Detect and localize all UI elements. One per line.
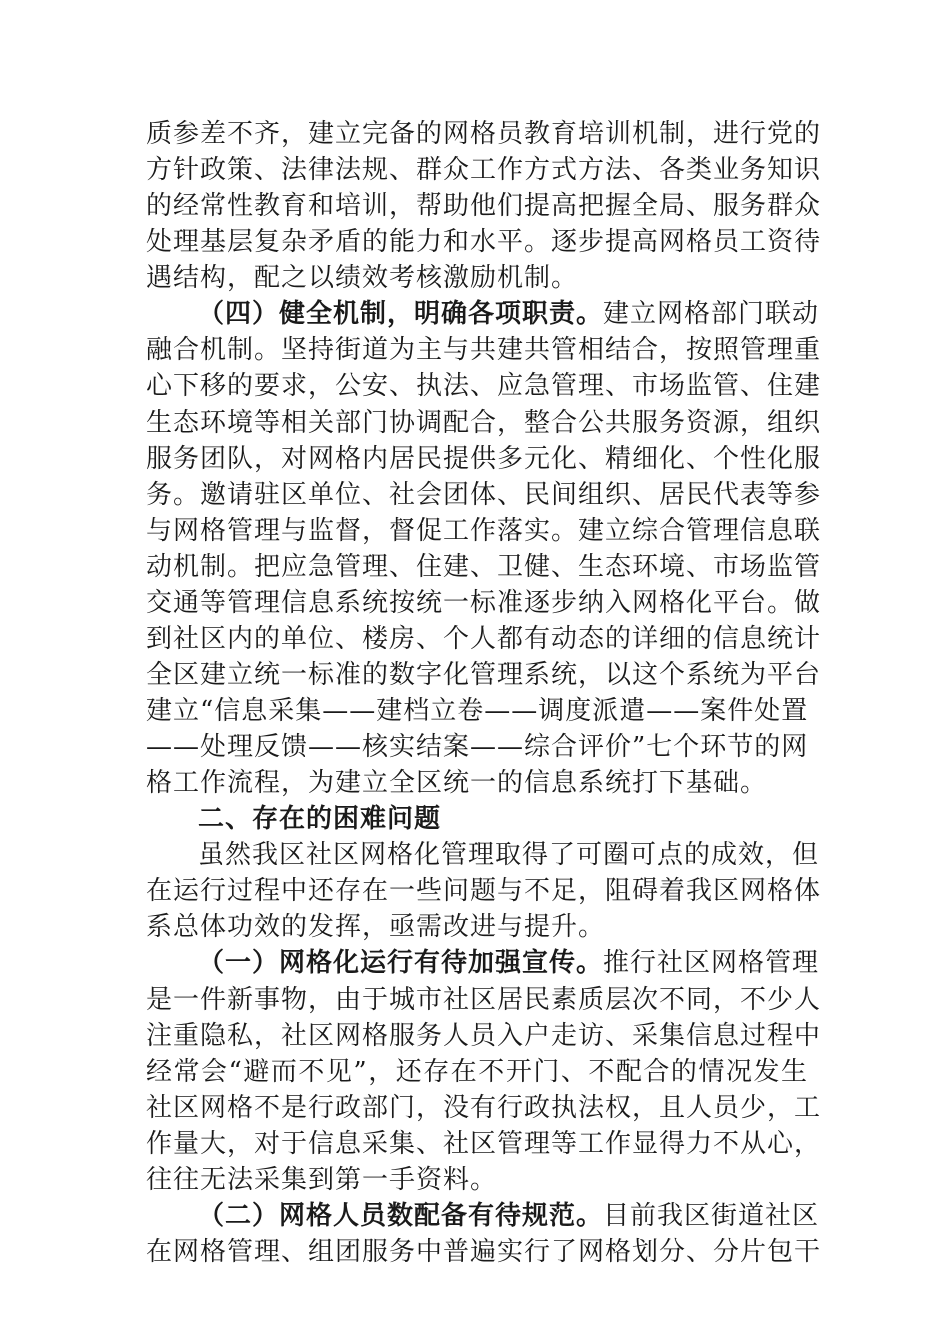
text-line: ——处理反馈——核实结案——综合评价”七个环节的网: [146, 732, 809, 762]
text-line: 建立“信息采集——建档立卷——调度派遣——案件处置: [146, 696, 809, 726]
text-line: 的经常性教育和培训，帮助他们提高把握全局、服务群众: [146, 191, 822, 221]
text-run: 目前我区街道社区: [603, 1201, 820, 1231]
text-line: 格工作流程，为建立全区统一的信息系统打下基础。: [146, 768, 768, 798]
text-line: 到社区内的单位、楼房、个人都有动态的详细的信息统计: [146, 624, 822, 654]
text-line: 在网格管理、组团服务中普遍实行了网格划分、分片包干: [146, 1237, 822, 1267]
text-line: 是一件新事物，由于城市社区居民素质层次不同，不少人: [146, 985, 822, 1015]
text-line: 交通等管理信息系统按统一标准逐步纳入网格化平台。做: [146, 588, 822, 618]
subsection-title: （一）网格化运行有待加强宣传。: [198, 948, 604, 978]
text-line: 服务团队，对网格内居民提供多元化、精细化、个性化服: [146, 444, 822, 474]
text-line: 动机制。把应急管理、住建、卫健、生态环境、市场监管: [146, 552, 822, 582]
section-heading: 二、存在的困难问题: [198, 804, 442, 834]
text-line: 往往无法采集到第一手资料。: [146, 1165, 498, 1195]
text-line: 作量大，对于信息采集、社区管理等工作显得力不从心，: [146, 1129, 822, 1159]
text-line: 心下移的要求，公安、执法、应急管理、市场监管、住建: [146, 371, 822, 401]
text-line: 质参差不齐，建立完备的网格员教育培训机制，进行党的: [146, 119, 822, 149]
text-line: 注重隐私，社区网格服务人员入户走访、采集信息过程中: [146, 1021, 822, 1051]
text-line: 经常会“避而不见”，还存在不开门、不配合的情况发生: [146, 1057, 808, 1087]
text-line: 全区建立统一标准的数字化管理系统，以这个系统为平台: [146, 660, 822, 690]
text-line: 虽然我区社区网格化管理取得了可圈可点的成效，但: [198, 840, 820, 870]
text-line: 处理基层复杂矛盾的能力和水平。逐步提高网格员工资待: [146, 227, 822, 257]
text-line: 与网格管理与监督，督促工作落实。建立综合管理信息联: [146, 516, 822, 546]
text-line: 系总体功效的发挥，亟需改进与提升。: [146, 912, 606, 942]
subsection-title: （四）健全机制，明确各项职责。: [198, 299, 604, 329]
text-run: 推行社区网格管理: [603, 948, 820, 978]
text-line: 遇结构，配之以绩效考核激励机制。: [146, 263, 579, 293]
text-run: 建立网格部门联动: [603, 299, 820, 329]
text-line: 生态环境等相关部门协调配合，整合公共服务资源，组织: [146, 408, 822, 438]
text-line: 融合机制。坚持街道为主与共建共管相结合，按照管理重: [146, 335, 822, 365]
text-line: 在运行过程中还存在一些问题与不足，阻碍着我区网格体: [146, 876, 822, 906]
subsection-title: （二）网格人员数配备有待规范。: [198, 1201, 604, 1231]
text-line: 方针政策、法律法规、群众工作方式方法、各类业务知识: [146, 155, 822, 185]
text-line: 务。邀请驻区单位、社会团体、民间组织、居民代表等参: [146, 480, 822, 510]
text-line: 社区网格不是行政部门，没有行政执法权，且人员少，工: [146, 1093, 822, 1123]
